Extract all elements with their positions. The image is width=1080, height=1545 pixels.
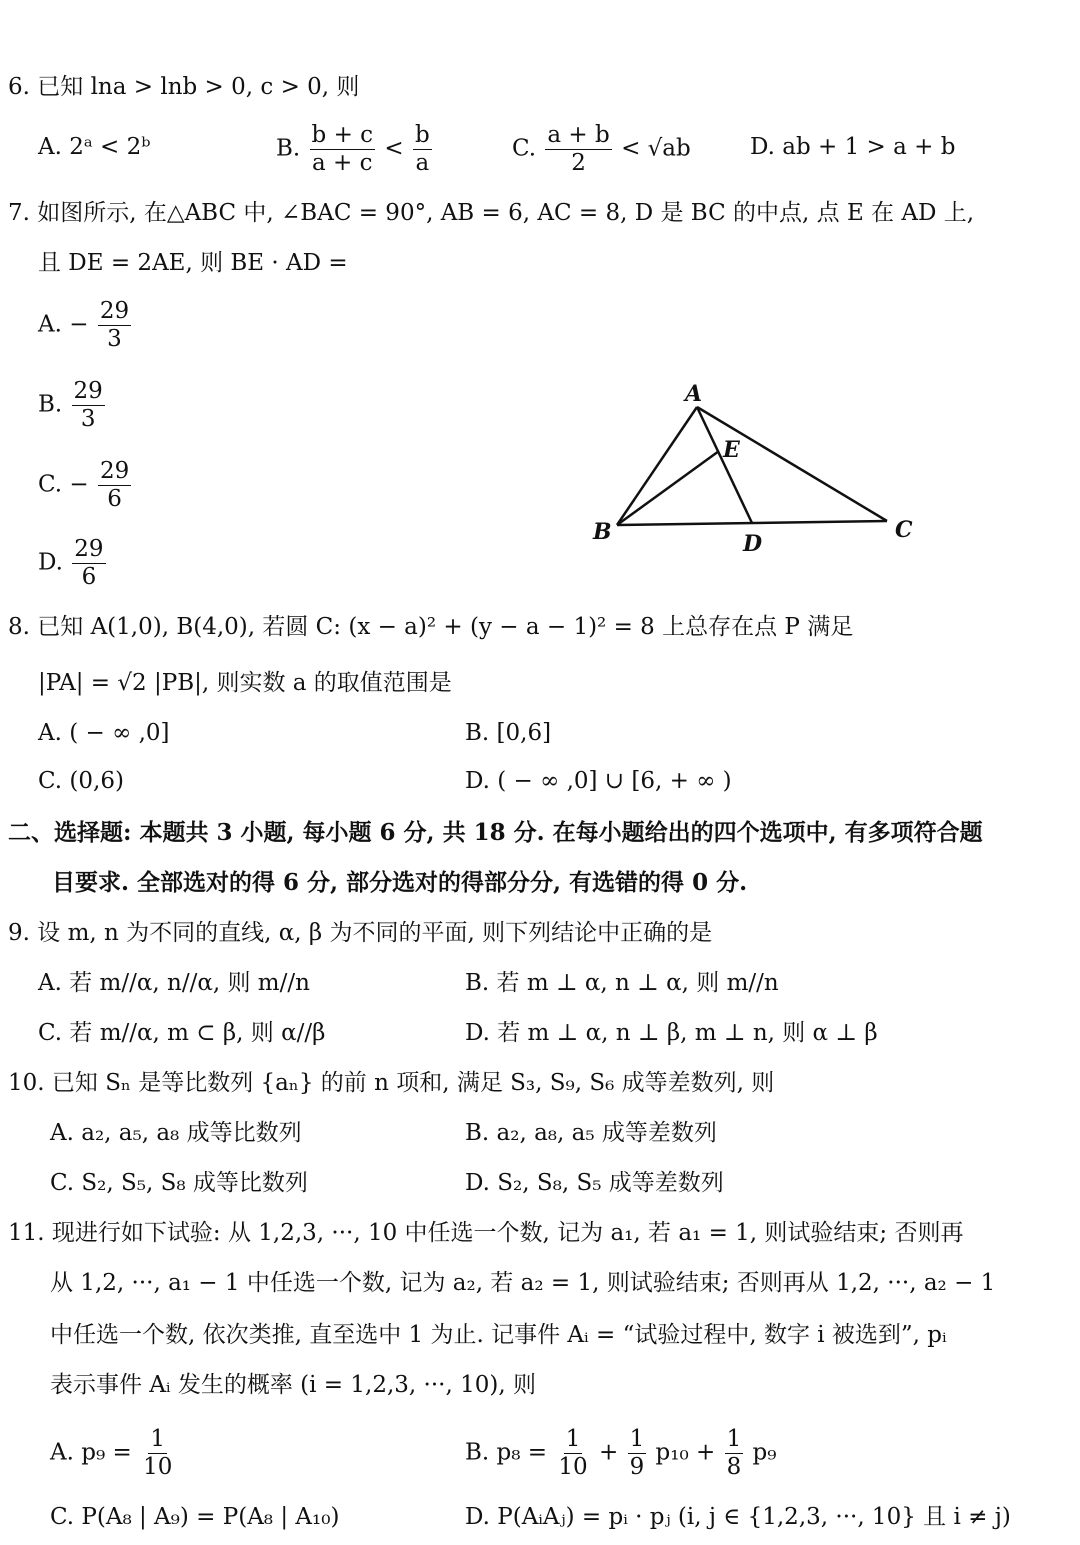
q7-stem-line1: 7. 如图所示, 在△ABC 中, ∠BAC = 90°, AB = 6, AC = 8, D 是 BC 的中点, 点 E 在 AD 上,	[8, 200, 975, 226]
q10-option-b: B. a₂, a₈, a₅ 成等差数列	[465, 1120, 717, 1146]
q11-stem-line1: 11. 现进行如下试验: 从 1,2,3, ···, 10 中任选一个数, 记为 a₁, 若 a₁ = 1, 则试验结束; 否则再	[8, 1220, 964, 1246]
q6-option-b	[276, 124, 434, 175]
q11-a-frac	[141, 1428, 174, 1479]
q6-c-den: 2	[571, 150, 586, 176]
section2-heading-line2: 目要求. 全部选对的得 6 分, 部分选对的得部分分, 有选错的得 0 分.	[52, 869, 748, 896]
q8-stem-line2: |PA| = √2 |PB|, 则实数 a 的取值范围是	[38, 670, 452, 696]
q11-option-b	[465, 1428, 776, 1479]
q9-option-a: A. 若 m//α, n//α, 则 m//n	[38, 970, 310, 996]
label-c: C	[895, 517, 913, 543]
q11-option-c: C. P(A₈ | A₉) = P(A₈ | A₁₀)	[50, 1504, 340, 1530]
q11-b-num2: 1	[629, 1426, 645, 1452]
q7-option-a	[38, 300, 133, 351]
q6-b-den2: a	[415, 150, 430, 176]
q8-option-d: D. ( − ∞ ,0] ∪ [6, + ∞ )	[465, 768, 732, 794]
q6-option-c-label: C.	[512, 135, 537, 162]
q6-option-d: D. ab + 1 > a + b	[750, 134, 956, 160]
q7-d-label: D.	[38, 549, 63, 576]
q11-b-frac2	[628, 1428, 647, 1479]
segment-ab	[617, 407, 697, 525]
q6-option-c-frac	[545, 124, 611, 175]
q11-b-plus1: +	[598, 1439, 619, 1466]
q7-a-num: 29	[99, 298, 130, 324]
q11-b-num1: 1	[565, 1426, 581, 1452]
q11-b-frac3	[725, 1428, 744, 1479]
q7-d-num: 29	[74, 536, 104, 562]
q7-d-den: 6	[81, 564, 97, 590]
q6-c-num: a + b	[547, 122, 610, 148]
label-a: A	[685, 381, 703, 407]
q11-b-frac1	[556, 1428, 589, 1479]
q9-option-c: C. 若 m//α, m ⊂ β, 则 α//β	[38, 1020, 326, 1046]
label-b: B	[593, 519, 612, 545]
segment-be	[617, 451, 719, 525]
q7-d-frac	[72, 538, 105, 589]
q11-option-d: D. P(AᵢAⱼ) = pᵢ · pⱼ (i, j ∈ {1,2,3, ···, 10} 且 i ≠ j)	[465, 1504, 1011, 1530]
q8-stem-line1: 8. 已知 A(1,0), B(4,0), 若圆 C: (x − a)² + (y − a − 1)² = 8 上总存在点 P 满足	[8, 614, 854, 640]
q11-b-term3: p₉	[752, 1439, 777, 1466]
label-e: E	[723, 437, 740, 463]
q6-stem: 6. 已知 lna > lnb > 0, c > 0, 则	[8, 74, 360, 100]
q11-b-term2: p₁₀ +	[655, 1439, 716, 1466]
triangle-figure	[575, 375, 935, 565]
segment-ac	[697, 407, 887, 521]
q7-b-num: 29	[73, 378, 103, 404]
q11-option-a	[50, 1428, 176, 1479]
q11-b-den2: 9	[629, 1454, 645, 1480]
q11-stem-line4: 表示事件 Aᵢ 发生的概率 (i = 1,2,3, ···, 10), 则	[50, 1372, 536, 1398]
q9-option-d: D. 若 m ⊥ α, n ⊥ β, m ⊥ n, 则 α ⊥ β	[465, 1020, 878, 1046]
q6-option-b-frac2	[413, 124, 432, 175]
q7-b-frac	[72, 380, 105, 431]
q11-a-den: 10	[143, 1454, 173, 1480]
q7-c-label: C. −	[38, 471, 89, 498]
q7-b-den: 3	[80, 406, 96, 432]
q7-option-d	[38, 538, 108, 589]
q6-b-num2: b	[414, 122, 430, 148]
q8-option-b: B. [0,6]	[465, 720, 552, 746]
q11-stem-line3: 中任选一个数, 依次类推, 直至选中 1 为止. 记事件 Aᵢ = “试验过程中, 数字 i 被选到”, pᵢ	[50, 1322, 947, 1348]
q7-option-c	[38, 460, 133, 511]
q7-c-frac	[98, 460, 131, 511]
q7-c-den: 6	[107, 486, 122, 512]
q11-b-num3: 1	[726, 1426, 742, 1452]
q7-stem-line2: 且 DE = 2AE, 则 BE · AD =	[38, 250, 348, 276]
q7-a-frac	[98, 300, 131, 351]
q8-option-a: A. ( − ∞ ,0]	[38, 720, 170, 746]
q10-option-d: D. S₂, S₈, S₅ 成等差数列	[465, 1170, 724, 1196]
q6-option-c	[512, 124, 691, 175]
q6-option-b-rel: <	[384, 135, 404, 162]
q11-b-label: B. p₈ =	[465, 1439, 548, 1466]
q6-b-num1: b + c	[311, 122, 374, 148]
label-d: D	[743, 531, 763, 557]
q11-a-num: 1	[150, 1426, 166, 1452]
q6-option-b-label: B.	[276, 135, 301, 162]
q7-a-den: 3	[107, 326, 122, 352]
q6-option-c-rest: < √ab	[621, 135, 691, 162]
q10-stem: 10. 已知 Sₙ 是等比数列 {aₙ} 的前 n 项和, 满足 S₃, S₉, S₆ 成等差数列, 则	[8, 1070, 775, 1096]
q7-b-label: B.	[38, 391, 63, 418]
q11-a-label: A. p₉ =	[50, 1439, 132, 1466]
q10-option-a: A. a₂, a₅, a₈ 成等比数列	[50, 1120, 302, 1146]
q9-stem: 9. 设 m, n 为不同的直线, α, β 为不同的平面, 则下列结论中正确的是	[8, 920, 713, 946]
q7-a-label: A. −	[38, 311, 89, 338]
q6-option-b-frac1	[310, 124, 376, 175]
q7-c-num: 29	[99, 458, 130, 484]
q10-option-c: C. S₂, S₅, S₈ 成等比数列	[50, 1170, 308, 1196]
q6-option-a: A. 2ᵃ < 2ᵇ	[38, 134, 151, 160]
q11-b-den1: 10	[558, 1454, 588, 1480]
q11-b-den3: 8	[726, 1454, 742, 1480]
q8-option-c: C. (0,6)	[38, 768, 124, 794]
q11-stem-line2: 从 1,2, ···, a₁ − 1 中任选一个数, 记为 a₂, 若 a₂ = 1, 则试验结束; 否则再从 1,2, ···, a₂ − 1	[50, 1270, 996, 1296]
section2-heading-line1: 二、选择题: 本题共 3 小题, 每小题 6 分, 共 18 分. 在每小题给出的四个选项中, 有多项符合题	[8, 819, 983, 846]
q7-option-b	[38, 380, 107, 431]
q9-option-b: B. 若 m ⊥ α, n ⊥ α, 则 m//n	[465, 970, 779, 996]
q6-b-den1: a + c	[312, 150, 373, 176]
